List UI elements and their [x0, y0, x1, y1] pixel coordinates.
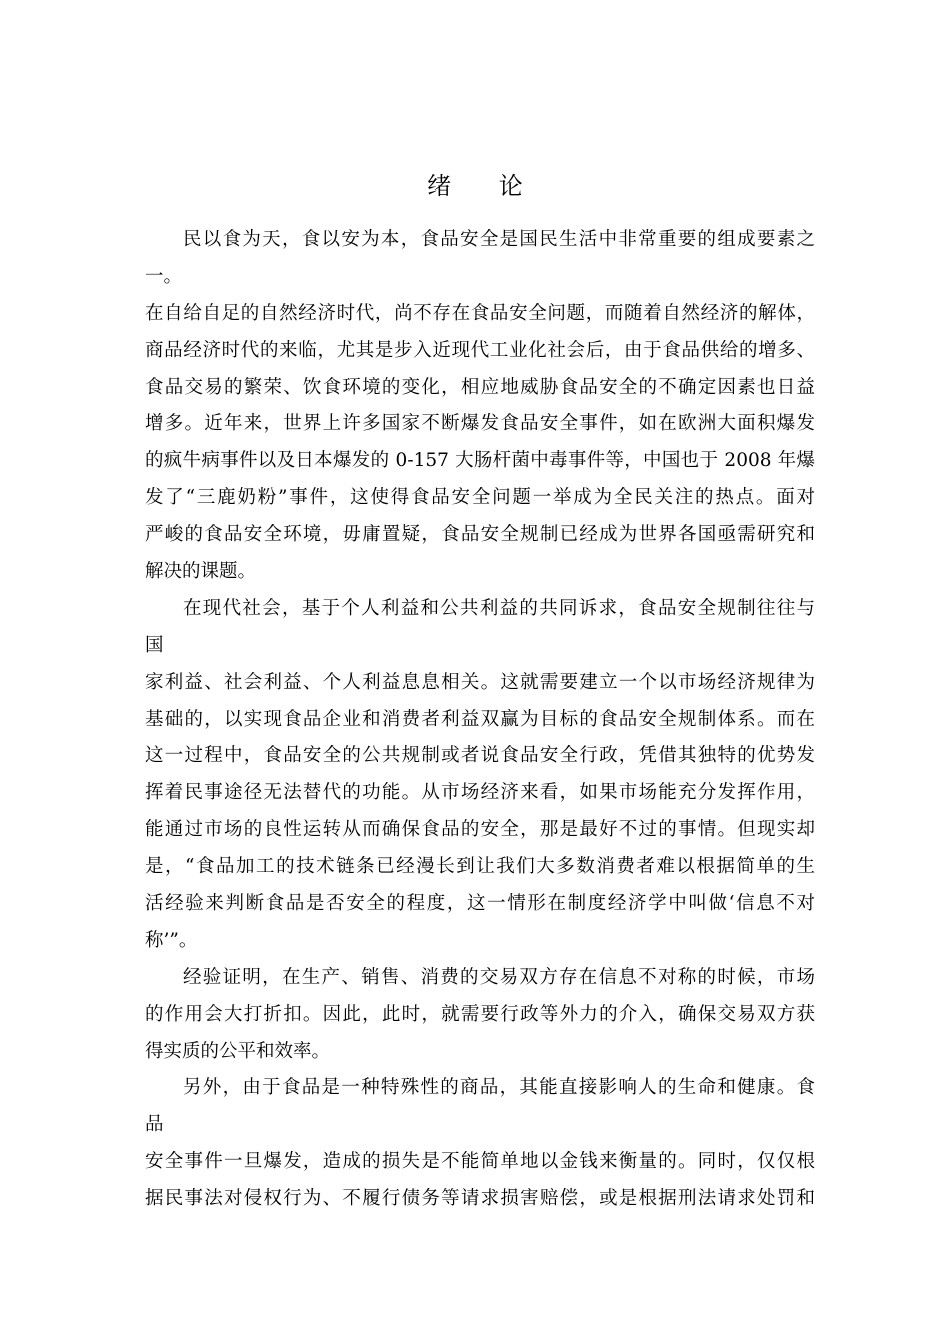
text-line: 增多。近年来，世界上许多国家不断爆发食品安全事件，如在欧洲大面积爆发 — [145, 413, 815, 435]
text-line: 发了“三鹿奶粉”事件，这使得食品安全问题一举成为全民关注的热点。面对 — [145, 487, 815, 509]
text-line: 商品经济时代的来临，尤其是步入近现代工业化社会后，由于食品供给的增多、 — [145, 339, 815, 361]
text-line: 基础的，以实现食品企业和消费者利益双赢为目标的食品安全规制体系。而在 — [145, 708, 815, 730]
text-line: 称’”。 — [145, 929, 198, 951]
text-line: 挥着民事途径无法替代的功能。从市场经济来看，如果市场能充分发挥作用， — [145, 782, 815, 804]
text-line: 家利益、社会利益、个人利益息息相关。这就需要建立一个以市场经济规律为 — [145, 671, 815, 693]
text-line: 食品交易的繁荣、饮食环境的变化，相应地威胁食品安全的不确定因素也日益 — [145, 376, 815, 398]
text-line: 安全事件一旦爆发，造成的损失是不能简单地以金钱来衡量的。同时，仅仅根 — [145, 1151, 815, 1173]
text-line: 活经验来判断食品是否安全的程度，这一情形在制度经济学中叫做‘信息不对 — [145, 893, 815, 915]
text-line: 经验证明，在生产、销售、消费的交易双方存在信息不对称的时候，市场 — [183, 966, 815, 988]
text-line: 另外，由于食品是一种特殊性的商品，其能直接影响人的生命和健康。食 — [183, 1077, 815, 1099]
text-line: 在自给自足的自然经济时代，尚不存在食品安全问题，而随着自然经济的解体， — [145, 302, 815, 324]
text-line: 品 — [145, 1114, 164, 1136]
text-line: 民以食为天，食以安为本，食品安全是国民生活中非常重要的组成要素之 — [183, 229, 815, 250]
text-line: 的疯牛病事件以及日本爆发的 0-157 大肠杆菌中毒事件等，中国也于 2008 年爆 — [145, 450, 815, 472]
page-title: 绪 论 — [427, 172, 543, 200]
text-line: 据民事法对侵权行为、不履行债务等请求损害赔偿，或是根据刑法请求处罚和 — [145, 1188, 815, 1210]
text-line: 能通过市场的良性运转从而确保食品的安全，那是最好不过的事情。但现实却 — [145, 819, 815, 841]
body-text — [145, 222, 815, 1218]
text-line: 在现代社会，基于个人利益和公共利益的共同诉求，食品安全规制往往与 — [183, 597, 815, 619]
text-line: 是，“食品加工的技术链条已经漫长到让我们大多数消费者难以根据简单的生 — [145, 856, 815, 878]
text-line: 一。 — [145, 265, 183, 287]
text-line: 国 — [145, 634, 164, 656]
text-line: 解决的课题。 — [145, 561, 257, 583]
text-line: 严峻的食品安全环境，毋庸置疑，食品安全规制已经成为世界各国亟需研究和 — [145, 524, 815, 546]
text-line: 的作用会大打折扣。因此，此时，就需要行政等外力的介入，确保交易双方获 — [145, 1003, 815, 1025]
text-line: 得实质的公平和效率。 — [145, 1040, 331, 1062]
text-line: 这一过程中，食品安全的公共规制或者说食品安全行政，凭借其独特的优势发 — [145, 745, 815, 767]
